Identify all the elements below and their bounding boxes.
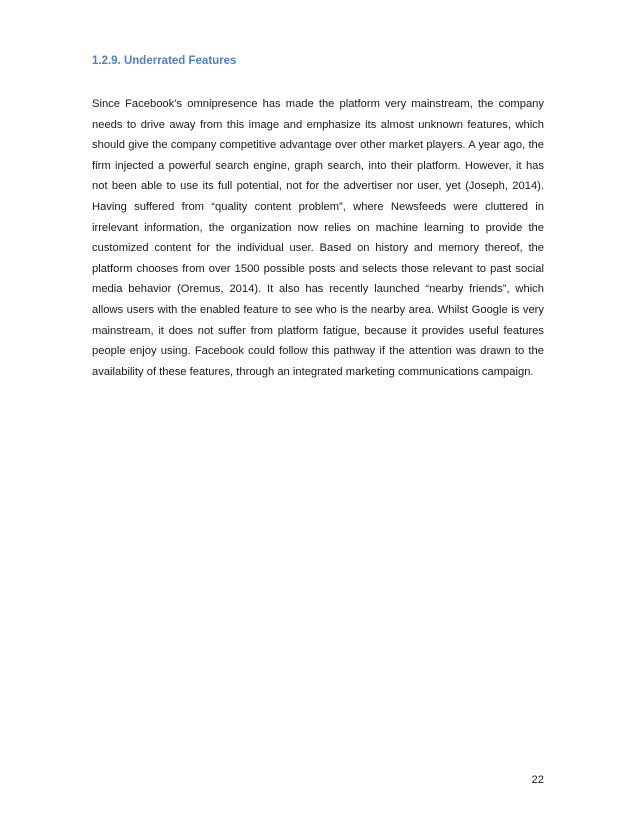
body-paragraph: Since Facebook’s omnipresence has made the platform very mainstream, the company needs to drive away from this image and emphasize its almost unknown features, which should give the company competitive advantage over other market players. A year ago, the firm injected a powerful search engine, graph search, into their platform. However, it has not been able to use its full potential, not for the advertiser nor user, yet (Joseph, 2014). Having suffered from “quality content problem”, where Newsfeeds were cluttered in irrelevant information, the organization now relies on machine learning to provide the customized content for the individual user. Based on history and memory thereof, the platform chooses from over 1500 possible posts and selects those relevant to past social media behavior (Oremus, 2014). It also has recently launched “nearby friends”, which allows users with the enabled feature to see who is the nearby area. Whilst Google is very mainstream, it does not suffer from platform fatigue, because it provides useful features people enjoy using. Facebook could follow this pathway if the attention was drawn to the availability of these features, through an integrated marketing communications campaign. — [92, 98, 544, 378]
page-number: 22 — [531, 774, 544, 786]
section-heading: 1.2.9. Underrated Features — [92, 55, 237, 67]
